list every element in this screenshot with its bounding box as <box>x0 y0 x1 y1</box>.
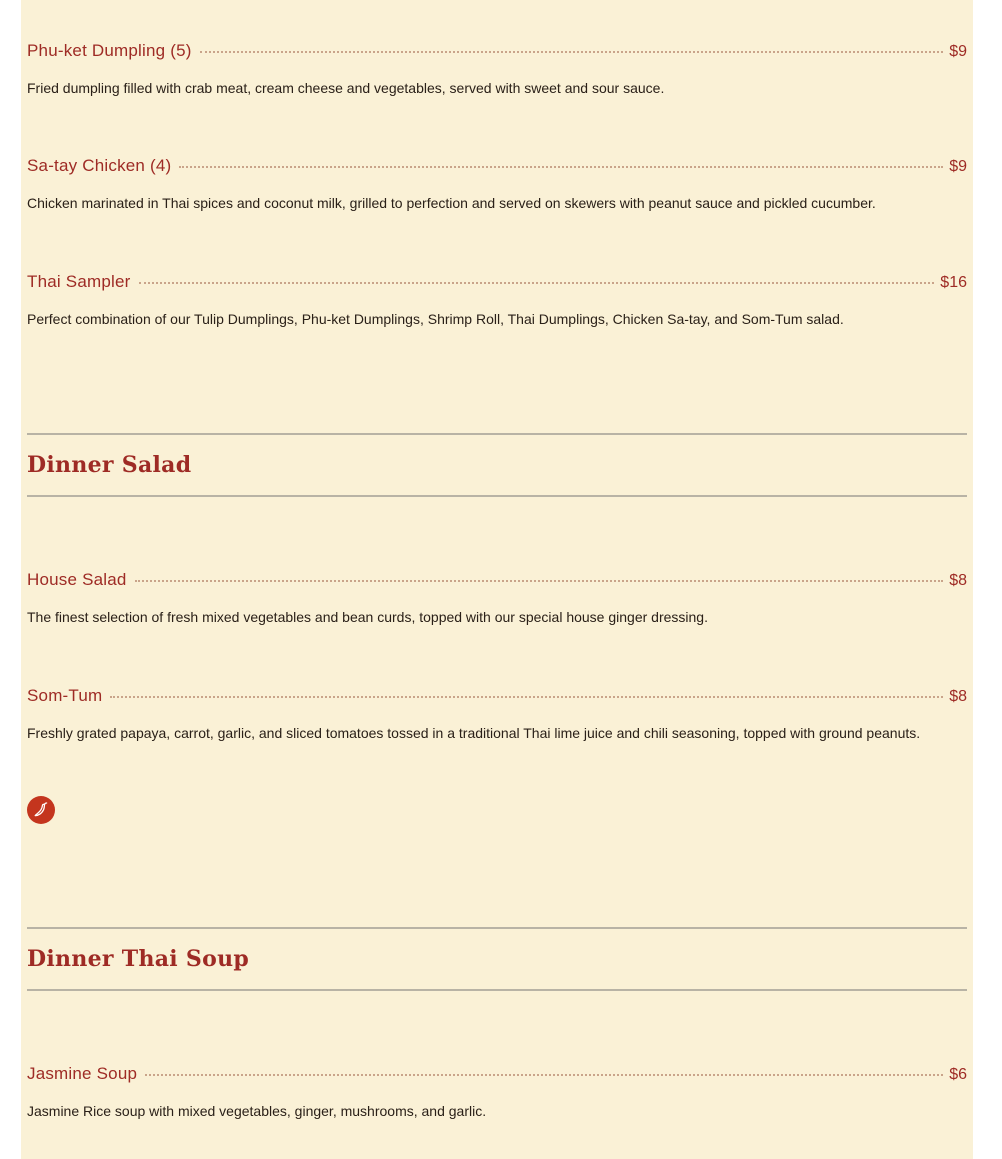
menu-item <box>27 686 967 744</box>
menu-item-header <box>27 156 967 182</box>
menu-item <box>27 156 967 214</box>
menu-item <box>27 272 967 330</box>
menu-item-header <box>27 1064 967 1090</box>
section-header-dinner-salad <box>27 433 967 497</box>
chili-pepper-glyph <box>32 801 50 819</box>
menu-item <box>27 41 967 99</box>
section-title: Dinner Salad <box>27 452 192 478</box>
section-header-dinner-thai-soup <box>27 927 967 991</box>
menu-item-price: $9 <box>949 158 967 175</box>
menu-item <box>27 570 967 628</box>
menu-item-price: $6 <box>949 1066 967 1083</box>
menu-item-price: $9 <box>949 43 967 60</box>
menu-item-description: Chicken marinated in Thai spices and coconut milk, grilled to perfection and served on skewers with peanut sauce and pickled cucumber. <box>27 195 876 211</box>
menu-item-name: Jasmine Soup <box>27 1064 138 1083</box>
chili-pepper-icon <box>27 796 55 824</box>
menu-item-price: $8 <box>949 688 967 705</box>
menu-item-price: $16 <box>940 274 967 291</box>
menu-item-name: Som-Tum <box>27 686 103 705</box>
dotted-leader <box>179 166 943 168</box>
dotted-leader <box>110 696 943 698</box>
menu-item-name: House Salad <box>27 570 127 589</box>
dotted-leader <box>135 580 944 582</box>
menu-item-name: Phu-ket Dumpling (5) <box>27 41 192 60</box>
menu-item-header <box>27 272 967 298</box>
menu-item-name: Sa-tay Chicken (4) <box>27 156 172 175</box>
menu-item-price: $8 <box>949 572 967 589</box>
menu-item-description: The finest selection of fresh mixed vegetables and bean curds, topped with our special house ginger dressing. <box>27 609 708 625</box>
menu-item-header <box>27 686 967 712</box>
menu-item-description: Freshly grated papaya, carrot, garlic, and sliced tomatoes tossed in a traditional Thai lime juice and chili seasoning, topped with ground peanuts. <box>27 725 921 741</box>
dotted-leader <box>145 1074 943 1076</box>
menu-item-description: Jasmine Rice soup with mixed vegetables, ginger, mushrooms, and garlic. <box>27 1103 487 1119</box>
dotted-leader <box>200 51 944 53</box>
menu-item-description: Fried dumpling filled with crab meat, cream cheese and vegetables, served with sweet and sour sauce. <box>27 80 665 96</box>
menu-panel <box>21 0 973 1159</box>
section-title: Dinner Thai Soup <box>27 946 250 972</box>
menu-item-header <box>27 41 967 67</box>
menu-item-header <box>27 570 967 596</box>
menu-item-description: Perfect combination of our Tulip Dumplings, Phu-ket Dumplings, Shrimp Roll, Thai Dumplings, Chicken Sa-tay, and Som-Tum salad. <box>27 311 844 327</box>
menu-item-name: Thai Sampler <box>27 272 131 291</box>
dotted-leader <box>139 282 935 284</box>
menu-item <box>27 1064 967 1122</box>
